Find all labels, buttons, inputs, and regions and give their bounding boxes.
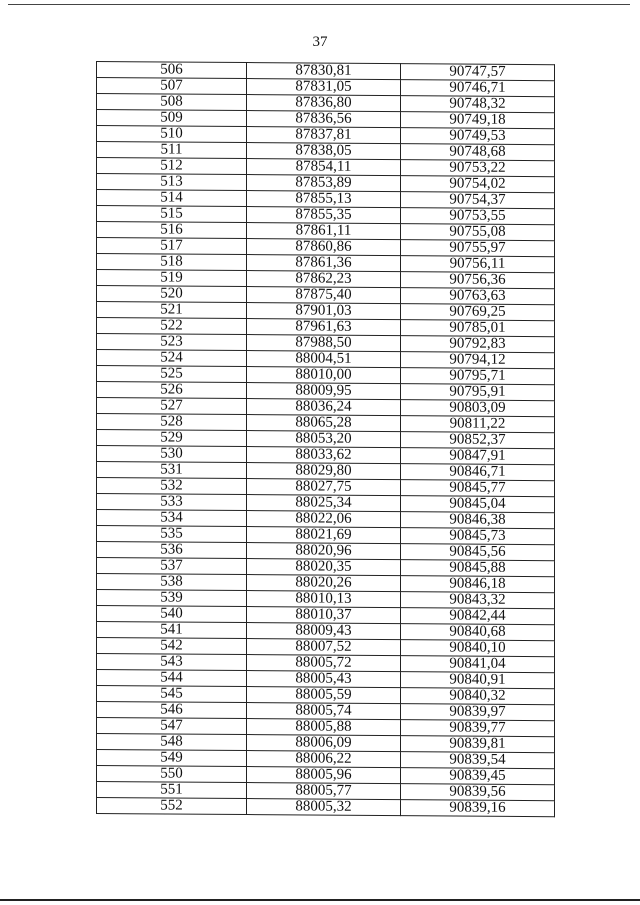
cell-text: 88005,32 xyxy=(295,798,352,815)
y-coordinate-cell xyxy=(401,800,555,817)
cell-text: 515 xyxy=(160,205,183,222)
y-coordinate-cell xyxy=(401,656,555,673)
cell-text: 90754,02 xyxy=(449,175,506,192)
y-coordinate-cell xyxy=(401,720,555,737)
cell-text: 87830,81 xyxy=(295,62,352,79)
y-coordinate-cell xyxy=(401,608,555,625)
x-coordinate-cell xyxy=(247,95,401,112)
x-coordinate-cell xyxy=(247,191,401,208)
point-number-cell xyxy=(97,318,247,335)
point-number-cell xyxy=(97,62,247,79)
point-number-cell xyxy=(97,574,247,591)
x-coordinate-cell xyxy=(247,479,401,496)
cell-text: 549 xyxy=(160,749,183,766)
point-number-cell xyxy=(97,702,247,719)
x-coordinate-cell xyxy=(247,207,401,224)
y-coordinate-cell xyxy=(401,736,555,753)
cell-text: 90748,32 xyxy=(449,95,506,112)
cell-text: 88009,43 xyxy=(295,622,352,639)
cell-text: 519 xyxy=(160,269,183,286)
point-number-cell xyxy=(97,302,247,319)
y-coordinate-cell xyxy=(401,368,555,385)
x-coordinate-cell xyxy=(247,575,401,592)
cell-text: 90811,22 xyxy=(449,415,506,432)
x-coordinate-cell xyxy=(247,527,401,544)
x-coordinate-cell xyxy=(247,143,401,160)
cell-text: 88027,75 xyxy=(295,478,352,495)
cell-text: 88021,69 xyxy=(295,526,352,543)
y-coordinate-cell xyxy=(401,544,555,561)
x-coordinate-cell xyxy=(247,319,401,336)
cell-text: 547 xyxy=(160,717,183,734)
cell-text: 548 xyxy=(160,733,183,750)
cell-text: 543 xyxy=(160,653,183,670)
cell-text: 88025,34 xyxy=(295,494,352,511)
cell-text: 90803,09 xyxy=(449,399,506,416)
point-number-cell xyxy=(97,462,247,479)
y-coordinate-cell xyxy=(401,208,555,225)
y-coordinate-cell xyxy=(401,560,555,577)
cell-text: 87861,11 xyxy=(295,222,352,239)
cell-text: 90841,04 xyxy=(449,655,506,672)
cell-text: 90839,97 xyxy=(449,703,506,720)
y-coordinate-cell xyxy=(401,80,555,97)
y-coordinate-cell xyxy=(401,352,555,369)
x-coordinate-cell xyxy=(247,655,401,672)
x-coordinate-cell xyxy=(247,239,401,256)
point-number-cell xyxy=(97,158,247,175)
y-coordinate-cell xyxy=(401,448,555,465)
cell-text: 524 xyxy=(160,349,183,366)
point-number-cell xyxy=(97,398,247,415)
cell-text: 88036,24 xyxy=(295,398,352,415)
y-coordinate-cell xyxy=(401,688,555,705)
point-number-cell xyxy=(97,558,247,575)
x-coordinate-cell xyxy=(247,767,401,784)
point-number-cell xyxy=(97,366,247,383)
y-coordinate-cell xyxy=(401,128,555,145)
cell-text: 87836,56 xyxy=(295,110,352,127)
point-number-cell xyxy=(97,78,247,95)
cell-text: 90846,18 xyxy=(449,575,506,592)
cell-text: 88020,26 xyxy=(295,574,352,591)
cell-text: 90748,68 xyxy=(449,143,506,160)
cell-text: 90756,11 xyxy=(449,255,506,272)
cell-text: 542 xyxy=(160,637,183,654)
y-coordinate-cell xyxy=(401,576,555,593)
cell-text: 88005,96 xyxy=(295,766,352,783)
point-number-cell xyxy=(97,222,247,239)
cell-text: 88004,51 xyxy=(295,350,352,367)
cell-text: 550 xyxy=(160,765,183,782)
y-coordinate-cell xyxy=(401,272,555,289)
point-number-cell xyxy=(97,286,247,303)
cell-text: 518 xyxy=(160,253,183,270)
point-number-cell xyxy=(97,126,247,143)
cell-text: 520 xyxy=(160,285,183,302)
cell-text: 508 xyxy=(160,93,183,110)
cell-text: 90845,04 xyxy=(449,495,506,512)
cell-text: 512 xyxy=(160,157,183,174)
point-number-cell xyxy=(97,766,247,783)
cell-text: 88007,52 xyxy=(295,638,352,655)
y-coordinate-cell xyxy=(401,704,555,721)
point-number-cell xyxy=(97,542,247,559)
x-coordinate-cell xyxy=(247,687,401,704)
bottom-border-line xyxy=(0,899,640,901)
x-coordinate-cell xyxy=(247,463,401,480)
cell-text: 514 xyxy=(160,189,183,206)
y-coordinate-cell xyxy=(401,480,555,497)
cell-text: 88010,13 xyxy=(295,590,352,607)
point-number-cell xyxy=(97,734,247,751)
y-coordinate-cell xyxy=(401,512,555,529)
cell-text: 537 xyxy=(160,557,183,574)
cell-text: 551 xyxy=(160,781,183,798)
cell-text: 88005,72 xyxy=(295,654,352,671)
cell-text: 88065,28 xyxy=(295,414,352,431)
x-coordinate-cell xyxy=(247,271,401,288)
y-coordinate-cell xyxy=(401,176,555,193)
point-number-cell xyxy=(97,606,247,623)
x-coordinate-cell xyxy=(247,543,401,560)
cell-text: 530 xyxy=(160,445,183,462)
page-number: 37 xyxy=(312,34,328,50)
y-coordinate-cell xyxy=(401,112,555,129)
point-number-cell xyxy=(97,414,247,431)
cell-text: 87875,40 xyxy=(295,286,352,303)
cell-text: 88005,43 xyxy=(295,670,352,687)
cell-text: 538 xyxy=(160,573,183,590)
cell-text: 90754,37 xyxy=(449,191,506,208)
cell-text: 544 xyxy=(160,669,183,686)
cell-text: 90839,77 xyxy=(449,719,506,736)
cell-text: 90845,56 xyxy=(449,543,506,560)
x-coordinate-cell xyxy=(247,175,401,192)
cell-text: 533 xyxy=(160,493,183,510)
x-coordinate-cell xyxy=(247,447,401,464)
cell-text: 540 xyxy=(160,605,183,622)
cell-text: 87862,23 xyxy=(295,270,352,287)
y-coordinate-cell xyxy=(401,528,555,545)
x-coordinate-cell xyxy=(247,671,401,688)
y-coordinate-cell xyxy=(401,624,555,641)
x-coordinate-cell xyxy=(247,399,401,416)
x-coordinate-cell xyxy=(247,159,401,176)
top-border-line xyxy=(8,4,630,5)
cell-text: 526 xyxy=(160,381,183,398)
cell-text: 90839,16 xyxy=(449,799,506,816)
x-coordinate-cell xyxy=(247,607,401,624)
point-number-cell xyxy=(97,334,247,351)
x-coordinate-cell xyxy=(247,255,401,272)
point-number-cell xyxy=(97,382,247,399)
x-coordinate-cell xyxy=(247,591,401,608)
cell-text: 87854,11 xyxy=(295,158,352,175)
cell-text: 509 xyxy=(160,109,183,126)
cell-text: 90846,38 xyxy=(449,511,506,528)
x-coordinate-cell xyxy=(247,287,401,304)
cell-text: 528 xyxy=(160,413,183,430)
cell-text: 88005,59 xyxy=(295,686,352,703)
y-coordinate-cell xyxy=(401,192,555,209)
point-number-cell xyxy=(97,718,247,735)
cell-text: 88005,77 xyxy=(295,782,352,799)
x-coordinate-cell xyxy=(247,751,401,768)
cell-text: 87838,05 xyxy=(295,142,352,159)
y-coordinate-cell xyxy=(401,160,555,177)
cell-text: 90794,12 xyxy=(449,351,506,368)
cell-text: 90753,22 xyxy=(449,159,506,176)
cell-text: 90795,91 xyxy=(449,383,506,400)
cell-text: 87855,13 xyxy=(295,190,352,207)
point-number-cell xyxy=(97,430,247,447)
cell-text: 523 xyxy=(160,333,183,350)
cell-text: 541 xyxy=(160,621,183,638)
y-coordinate-cell xyxy=(401,416,555,433)
cell-text: 510 xyxy=(160,125,183,142)
cell-text: 517 xyxy=(160,237,183,254)
cell-text: 87988,50 xyxy=(295,334,352,351)
cell-text: 88053,20 xyxy=(295,430,352,447)
cell-text: 88029,80 xyxy=(295,462,352,479)
point-number-cell xyxy=(97,254,247,271)
x-coordinate-cell xyxy=(247,111,401,128)
point-number-cell xyxy=(97,638,247,655)
cell-text: 88006,09 xyxy=(295,734,352,751)
cell-text: 522 xyxy=(160,317,183,334)
cell-text: 90839,81 xyxy=(449,735,506,752)
point-number-cell xyxy=(97,446,247,463)
y-coordinate-cell xyxy=(401,672,555,689)
cell-text: 90845,88 xyxy=(449,559,506,576)
cell-text: 88010,00 xyxy=(295,366,352,383)
point-number-cell xyxy=(97,750,247,767)
x-coordinate-cell xyxy=(247,383,401,400)
x-coordinate-cell xyxy=(247,703,401,720)
x-coordinate-cell xyxy=(247,495,401,512)
y-coordinate-cell xyxy=(401,224,555,241)
cell-text: 90763,63 xyxy=(449,287,506,304)
point-number-cell xyxy=(97,206,247,223)
cell-text: 90755,08 xyxy=(449,223,506,240)
cell-text: 90769,25 xyxy=(449,303,506,320)
x-coordinate-cell xyxy=(247,735,401,752)
x-coordinate-cell xyxy=(247,431,401,448)
x-coordinate-cell xyxy=(247,223,401,240)
x-coordinate-cell xyxy=(247,639,401,656)
x-coordinate-cell xyxy=(247,63,401,80)
x-coordinate-cell xyxy=(247,79,401,96)
cell-text: 88020,35 xyxy=(295,558,352,575)
cell-text: 90749,53 xyxy=(449,127,506,144)
y-coordinate-cell xyxy=(401,240,555,257)
cell-text: 529 xyxy=(160,429,183,446)
x-coordinate-cell xyxy=(247,623,401,640)
table-row xyxy=(97,798,555,817)
cell-text: 90852,37 xyxy=(449,431,506,448)
cell-text: 516 xyxy=(160,221,183,238)
cell-text: 88033,62 xyxy=(295,446,352,463)
point-number-cell xyxy=(97,798,247,815)
cell-text: 87836,80 xyxy=(295,94,352,111)
cell-text: 90845,77 xyxy=(449,479,506,496)
point-number-cell xyxy=(97,654,247,671)
cell-text: 90746,71 xyxy=(449,79,506,96)
cell-text: 90747,57 xyxy=(449,63,506,80)
cell-text: 90755,97 xyxy=(449,239,506,256)
point-number-cell xyxy=(97,350,247,367)
cell-text: 87831,05 xyxy=(295,78,352,95)
y-coordinate-cell xyxy=(401,592,555,609)
cell-text: 88005,88 xyxy=(295,718,352,735)
cell-text: 87860,86 xyxy=(295,238,352,255)
cell-text: 90839,54 xyxy=(449,751,506,768)
cell-text: 532 xyxy=(160,477,183,494)
cell-text: 90839,56 xyxy=(449,783,506,800)
x-coordinate-cell xyxy=(247,783,401,800)
cell-text: 513 xyxy=(160,173,183,190)
cell-text: 90845,73 xyxy=(449,527,506,544)
point-number-cell xyxy=(97,110,247,127)
cell-text: 525 xyxy=(160,365,183,382)
cell-text: 90753,55 xyxy=(449,207,506,224)
cell-text: 87961,63 xyxy=(295,318,352,335)
cell-text: 536 xyxy=(160,541,183,558)
cell-text: 87853,89 xyxy=(295,174,352,191)
cell-text: 531 xyxy=(160,461,183,478)
x-coordinate-cell xyxy=(247,367,401,384)
y-coordinate-cell xyxy=(401,256,555,273)
y-coordinate-cell xyxy=(401,304,555,321)
cell-text: 511 xyxy=(160,141,183,158)
x-coordinate-cell xyxy=(247,351,401,368)
point-number-cell xyxy=(97,622,247,639)
cell-text: 90785,01 xyxy=(449,319,506,336)
x-coordinate-cell xyxy=(247,127,401,144)
cell-text: 534 xyxy=(160,509,183,526)
cell-text: 552 xyxy=(160,797,183,814)
cell-text: 535 xyxy=(160,525,183,542)
y-coordinate-cell xyxy=(401,288,555,305)
cell-text: 88009,95 xyxy=(295,382,352,399)
cell-text: 90840,91 xyxy=(449,671,506,688)
cell-text: 521 xyxy=(160,301,183,318)
cell-text: 87861,36 xyxy=(295,254,352,271)
cell-text: 87837,81 xyxy=(295,126,352,143)
cell-text: 90846,71 xyxy=(449,463,506,480)
cell-text: 90795,71 xyxy=(449,367,506,384)
point-number-cell xyxy=(97,510,247,527)
x-coordinate-cell xyxy=(247,335,401,352)
x-coordinate-cell xyxy=(247,559,401,576)
point-number-cell xyxy=(97,174,247,191)
point-number-cell xyxy=(97,94,247,111)
cell-text: 527 xyxy=(160,397,183,414)
x-coordinate-cell xyxy=(247,511,401,528)
point-number-cell xyxy=(97,670,247,687)
cell-text: 90840,10 xyxy=(449,639,506,656)
cell-text: 90839,45 xyxy=(449,767,506,784)
cell-text: 87855,35 xyxy=(295,206,352,223)
y-coordinate-cell xyxy=(401,768,555,785)
cell-text: 539 xyxy=(160,589,183,606)
cell-text: 90840,32 xyxy=(449,687,506,704)
point-number-cell xyxy=(97,782,247,799)
cell-text: 88006,22 xyxy=(295,750,352,767)
cell-text: 90843,32 xyxy=(449,591,506,608)
y-coordinate-cell xyxy=(401,432,555,449)
cell-text: 546 xyxy=(160,701,183,718)
cell-text: 545 xyxy=(160,685,183,702)
x-coordinate-cell xyxy=(247,303,401,320)
cell-text: 88020,96 xyxy=(295,542,352,559)
y-coordinate-cell xyxy=(401,64,555,81)
y-coordinate-cell xyxy=(401,496,555,513)
point-number-cell xyxy=(97,494,247,511)
cell-text: 88022,06 xyxy=(295,510,352,527)
cell-text: 90847,91 xyxy=(449,447,506,464)
x-coordinate-cell xyxy=(247,719,401,736)
coordinates-table-body xyxy=(97,62,555,817)
cell-text: 88005,74 xyxy=(295,702,352,719)
y-coordinate-cell xyxy=(401,384,555,401)
y-coordinate-cell xyxy=(401,464,555,481)
point-number-cell xyxy=(97,142,247,159)
cell-text: 87901,03 xyxy=(295,302,352,319)
x-coordinate-cell xyxy=(247,415,401,432)
x-coordinate-cell xyxy=(247,799,401,816)
cell-text: 90756,36 xyxy=(449,271,506,288)
y-coordinate-cell xyxy=(401,320,555,337)
y-coordinate-cell xyxy=(401,400,555,417)
cell-text: 507 xyxy=(160,77,183,94)
cell-text: 90792,83 xyxy=(449,335,506,352)
point-number-cell xyxy=(97,590,247,607)
y-coordinate-cell xyxy=(401,144,555,161)
point-number-cell xyxy=(97,526,247,543)
y-coordinate-cell xyxy=(401,752,555,769)
y-coordinate-cell xyxy=(401,640,555,657)
cell-text: 506 xyxy=(160,61,183,78)
coordinates-table xyxy=(96,61,555,817)
cell-text: 88010,37 xyxy=(295,606,352,623)
cell-text: 90749,18 xyxy=(449,111,506,128)
cell-text: 90840,68 xyxy=(449,623,506,640)
y-coordinate-cell xyxy=(401,784,555,801)
point-number-cell xyxy=(97,686,247,703)
cell-text: 90842,44 xyxy=(449,607,506,624)
point-number-cell xyxy=(97,238,247,255)
y-coordinate-cell xyxy=(401,336,555,353)
point-number-cell xyxy=(97,270,247,287)
point-number-cell xyxy=(97,190,247,207)
point-number-cell xyxy=(97,478,247,495)
y-coordinate-cell xyxy=(401,96,555,113)
